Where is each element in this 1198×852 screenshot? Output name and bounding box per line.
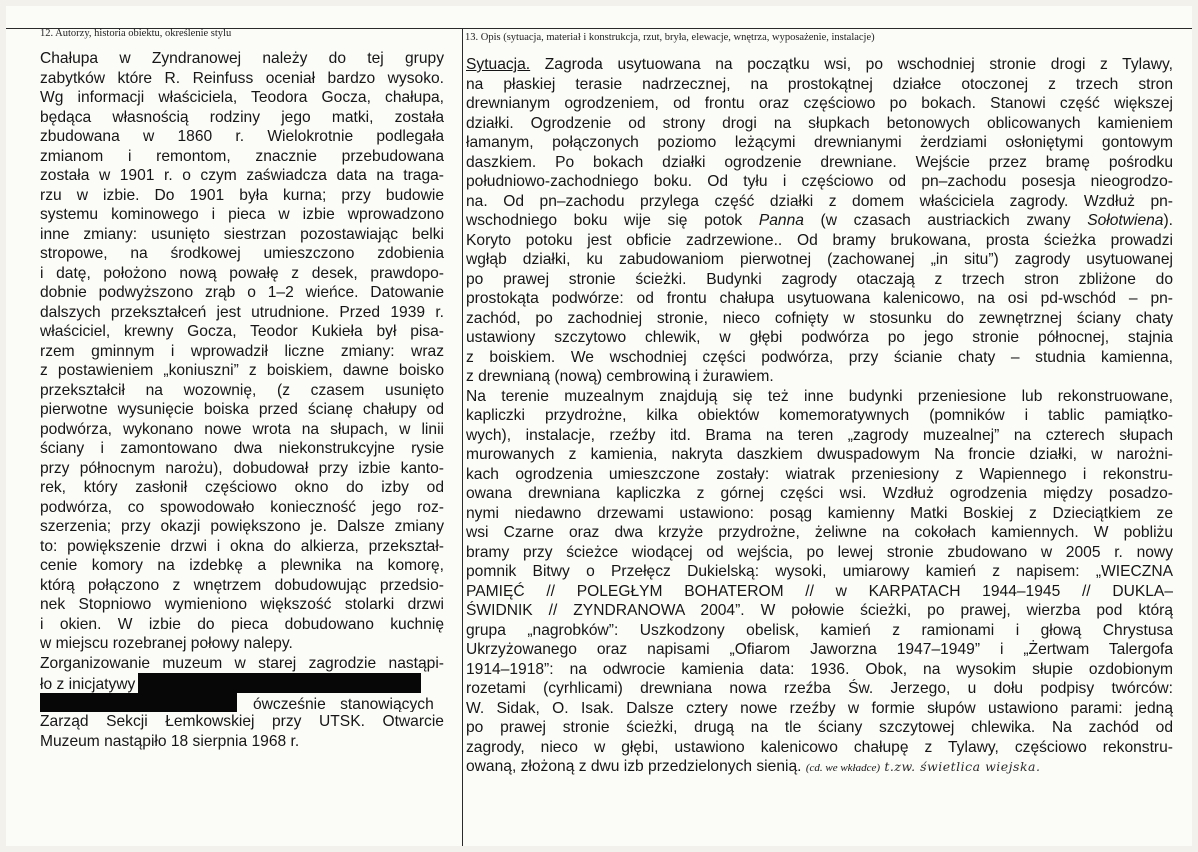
text-fragment: ).	[1163, 212, 1173, 229]
text-line: PAMIĘĆ // POLEGŁYM BOHATEROM // w KARPATACH 1944–1945 // DUKLA–	[466, 582, 1173, 600]
text-line: Wg informacji właściciela, Teodora Gocza, chałupa,	[40, 89, 444, 106]
text-fragment: ówcześnie stanowiących	[253, 695, 434, 712]
panna-name: Panna	[758, 212, 804, 229]
text-line: dobnie podwyższono zrąb o 1–2 wieńce. Datowanie	[40, 284, 444, 301]
text-line: podwórza, co spowodowało konieczność jego roz-	[40, 498, 444, 516]
text-line: przekształcił na wozownię, (z czasem usunięto	[40, 381, 444, 399]
text-line: po prawej stronie ścieżki, drugą na tle ściany szczytowej chlewika. Na zachód od	[466, 719, 1173, 736]
text-line: Muzeum nastąpiło 18 sierpnia 1968 r.	[40, 732, 300, 750]
text-line: została w 1901 r. o czym zaświadcza data na traga-	[40, 167, 444, 184]
text-line: zmianom i remontom, znacznie przebudowana	[40, 147, 444, 165]
text-line: zagrody, nieco w głębi, ustawiono kalenicowo chałupę z Tylawy, częściowo rekonstru-	[466, 738, 1173, 756]
text-line: pomnik Bitwy o Przełęcz Dukielską: wysoki, umiarowy kamień z napisem: „WIECZNA	[466, 563, 1173, 580]
text-line: rzu w izbie. Do 1901 była kurna; przy budowie	[40, 186, 444, 204]
text-line	[466, 55, 1173, 75]
sytuacja-label: Sytuacja.	[466, 56, 531, 73]
text-fragment: (w czasach austriackich zwany	[803, 212, 1088, 229]
text-line: pierwotne wysunięcie boiska przed ścianę chałupy od	[40, 401, 444, 418]
text-fragment: owaną, złożoną z dwu izb przedzielonych sienią.	[466, 758, 802, 775]
text-line: kach ogrodzenia umieszczone zostały: wiatrak przeniesiony z Wapiennego i rekonstru-	[466, 465, 1173, 483]
text-line: południowo-zachodniego boku. Od tyłu i częściowo od pn–zachodu posesja nieogrodzo-	[466, 173, 1173, 190]
text-fragment: wschodniego boku wije się potok	[466, 212, 759, 229]
text-line: podwórza, wykonano nowe wrota na słupach, w linii	[40, 420, 444, 438]
text-line: rek, który zasłonił częściowo okno do izby od	[40, 479, 444, 496]
text-line: Chałupa w Zyndranowej należy do tej grupy	[40, 50, 444, 67]
redaction-bar	[40, 693, 237, 713]
text-line: i okien. W izbie do pieca dobudowano kuchnię	[40, 615, 444, 633]
text-line: zachód, po zachodniej stronie, nieco cofnięty w stosunku do zewnętrznej ściany chaty	[466, 309, 1173, 327]
section-12-heading: 12. Autorzy, historia obiektu, określenie stylu	[40, 28, 232, 39]
text-line: 1914–1918”: na odwrocie kamienia data: 1936. Obok, na wysokim słupie ozdobionym	[466, 660, 1173, 678]
text-line: murowanych z kamienia, nakryta daszkiem dwuspadowym Na froncie działki, w narożni-	[466, 446, 1173, 463]
text-line: Zarząd Sekcji Łemkowskiej przy UTSK. Otwarcie	[40, 713, 444, 730]
text-line: grupa „nagrobków”: Uszkodzony obelisk, kamień z ramionami i głową Chrystusa	[466, 621, 1173, 639]
column-divider	[462, 28, 463, 846]
text-line	[466, 757, 1173, 777]
text-line: łamanym, połączonych poziomo leżącymi drewnianymi żerdziami osłoniętymi gontowym	[466, 134, 1173, 151]
text-fragment: Zagroda usytuowana na początku wsi, po wschodniej stronie drogi z Tylawy,	[530, 56, 1173, 73]
text-line: z boiskiem. We wschodniej części podwórza, przy ścianie chaty – studnia kamienna,	[466, 348, 1173, 366]
section-13-heading: 13. Opis (sytuacja, materiał i konstrukcja, rzut, bryła, elewacje, wnętrza, wyposażenie, instalacje)	[465, 32, 875, 43]
text-line: prostokąta podwórze: od frontu chałupa usytuowana kalenicowo, na osi pd-wschód – pn-	[466, 290, 1173, 307]
text-line: nek Stopniowo wymieniono większość stolarki drzwi	[40, 596, 444, 613]
solotwiena-name: Sołotwiena	[1087, 212, 1164, 229]
text-line: na. Od pn–zachodu przylega część działki z domem właściciela zagrody. Wzdłuż pn-	[466, 192, 1173, 210]
text-line: Na terenie muzealnym znajdują się też inne budynki przeniesione lub rekonstruowane,	[466, 387, 1173, 405]
continuation-note: (cd. we wkładce)	[805, 762, 881, 774]
text-line: po prawej stronie ścieżki. Budynki zagrody otaczają z trzech stron zbliżone do	[466, 270, 1173, 288]
text-line: drewnianym ogrodzeniem, od frontu oraz częściowo po bokach. Stanowi część większej	[466, 95, 1173, 112]
text-line: przy północnym narożu), dobudował przy izbie kanto-	[40, 459, 444, 477]
text-line: działki. Ogrodzenie od strony drogi na słupkach betonowych oblicowanych kamieniem	[466, 114, 1173, 132]
text-line: wsi Czarne oraz dwa krzyże przydrożne, żeliwne na cokołach kamiennych. W pobliżu	[466, 524, 1173, 541]
text-line: zbudowana w 1860 r. Wielokrotnie podlegała	[40, 128, 444, 145]
text-line: systemu kominowego i pieca w izbie wprowadzono	[40, 206, 444, 223]
text-line: będąca własnością rodziny jego matki, została	[40, 108, 444, 126]
text-line: zabytków które R. Reinfuss oceniał bardzo wysoko.	[40, 69, 444, 87]
text-line: stropowe, na środkowej umieszczono zdobienia	[40, 245, 444, 262]
text-line: ściany i zamontowano dwa niekonstrukcyjne rysie	[40, 440, 444, 457]
text-line	[466, 211, 1173, 231]
text-line: wych), instalacje, rzeźby itd. Brama na teren „zagrody muzealnej” na czterech słupach	[466, 426, 1173, 444]
handwritten-annotation: t.zw. świetlica wiejska.	[884, 759, 1041, 774]
text-line: ŚWIDNIK // ZYNDRANOWA 2004”. W połowie ścieżki, po prawej, wierzba pod którą	[466, 602, 1173, 619]
text-line: nymi niedawno drzewami ustawiono: posąg kamienny Matki Boskiej z Dzieciątkiem ze	[466, 504, 1173, 522]
text-line: szerzenia; przy okazji powiększono je. Dalsze zmiany	[40, 518, 444, 535]
text-line: którą połączono z wnętrzem dobudowując przedsio-	[40, 576, 444, 594]
text-line: wgłąb działki, ku zabudowaniom pierwotnej (zachowanej „in situ”) zagrody usytuowanej	[466, 251, 1173, 268]
text-line: Koryto potoku jest obficie zadrzewione.. Od bramy brukowana, prosta ścieżka prowadzi	[466, 231, 1173, 249]
text-line: owana drewniana kapliczka z górnej części wsi. Wzdłuż ogrodzenia między posadzo-	[466, 485, 1173, 502]
text-line	[40, 673, 444, 693]
text-line: ustawiony szczytowo chlewik, w głębi podwórza po jego stronie północnej, stajnia	[466, 329, 1173, 346]
text-line: rozetami (cyrhlicami) drewniana nowa rzeźba Św. Jerzego, u dołu podpisy twórców:	[466, 680, 1173, 697]
redaction-bar	[138, 673, 421, 693]
text-line: to: powiększenie drzwi i okna do alkierza, przekształ-	[40, 537, 444, 555]
text-fragment: ło z inicjatywy	[40, 676, 136, 693]
text-line: inne zmiany: usunięto siestrzan pozostawiając belki	[40, 225, 444, 243]
text-line: na płaskiej terasie nadrzecznej, na prostokątnej działce otoczonej z trzech stron	[466, 75, 1173, 93]
text-line: w miejscu rozebranej połowy nalepy.	[40, 635, 293, 652]
text-line: kapliczki przydrożne, kilka obiektów komemoratywnych (pomników i tablic pamiątko-	[466, 407, 1173, 424]
text-line: Zorganizowanie muzeum w starej zagrodzie nastąpi-	[40, 654, 444, 672]
text-line: cenie komory na izdebkę a plewnika na komorę,	[40, 557, 444, 574]
text-line: dalszych przekształceń jest utrudnione. Przed 1939 r.	[40, 303, 444, 321]
text-line: z postawieniem „koniuszni” z boiskiem, dawne boisko	[40, 362, 444, 379]
text-line: W. Sidak, O. Isak. Dalsze cztery nowe rzeźby w formie słupów ustawiono parami: jedną	[466, 699, 1173, 717]
text-line: z drewnianą (nową) cembrowiną i żurawiem.	[466, 368, 774, 385]
text-line	[40, 693, 444, 713]
description-column	[466, 55, 1173, 777]
text-line: i datę, położono nową powałę z desek, prawdopo-	[40, 264, 444, 282]
text-line: Ukrzyżowanego oraz napisami „Ofiarom Jaworzna 1947–1949” i „Żertwam Talergofa	[466, 641, 1173, 658]
right-top-rule	[462, 28, 1192, 29]
text-line: właściciel, krewny Gocza, Teodor Kukieła był pisa-	[40, 323, 444, 340]
text-line: rzem gminnym i wprowadził liczne zmiany: wraz	[40, 342, 444, 360]
text-line: daszkiem. Po bokach działki ogrodzenie drewniane. Wejście przez bramę pośrodku	[466, 153, 1173, 171]
text-line: bramy przy ścieżce wiodącej od wejścia, po lewej stronie zbudowano w 2005 r. nowy	[466, 543, 1173, 561]
history-column	[40, 49, 444, 751]
